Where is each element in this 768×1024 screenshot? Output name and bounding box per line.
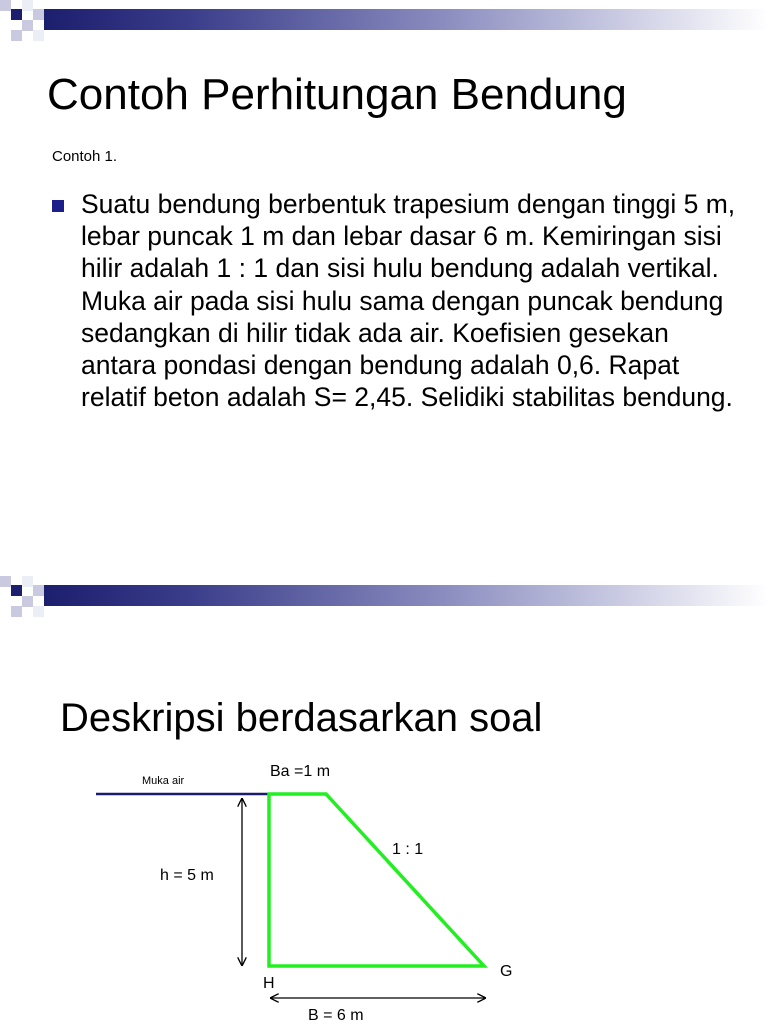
slope-label: 1 : 1: [392, 841, 424, 858]
problem-statement: Suatu bendung berbentuk trapesium dengan tinggi 5 m, lebar puncak 1 m dan lebar dasar 6 m. Kemiringan sisi hilir adalah 1 : 1 dan sisi hulu bendung adalah vertikal. Muka air pada sisi hulu sama dengan puncak bendung sedangkan di hilir tidak ada air. Koefisien gesekan antara pondasi dengan bendung adalah 0,6. Rapat relatif beton adalah S= 2,45. Selidiki stabilitas bendung.: [81, 189, 736, 413]
square-bullet-icon: [52, 200, 64, 212]
top-width-label: Ba =1 m: [270, 763, 331, 780]
slide-2: [0, 576, 768, 1024]
base-label: B = 6 m: [308, 1007, 364, 1024]
header-decoration: [0, 0, 768, 48]
dam-cross-section-diagram: [0, 752, 768, 1024]
point-h-label: H: [263, 975, 275, 992]
dam-outline: [269, 794, 484, 966]
height-label: h = 5 m: [160, 867, 214, 884]
slide-title: Contoh Perhitungan Bendung: [47, 70, 627, 119]
header-decoration: [0, 576, 768, 624]
slide-separator: [0, 512, 768, 576]
point-g-label: G: [500, 963, 513, 980]
water-label: Muka air: [142, 775, 185, 787]
slide-title: Deskripsi berdasarkan soal: [60, 696, 543, 740]
example-label: Contoh 1.: [52, 148, 118, 165]
